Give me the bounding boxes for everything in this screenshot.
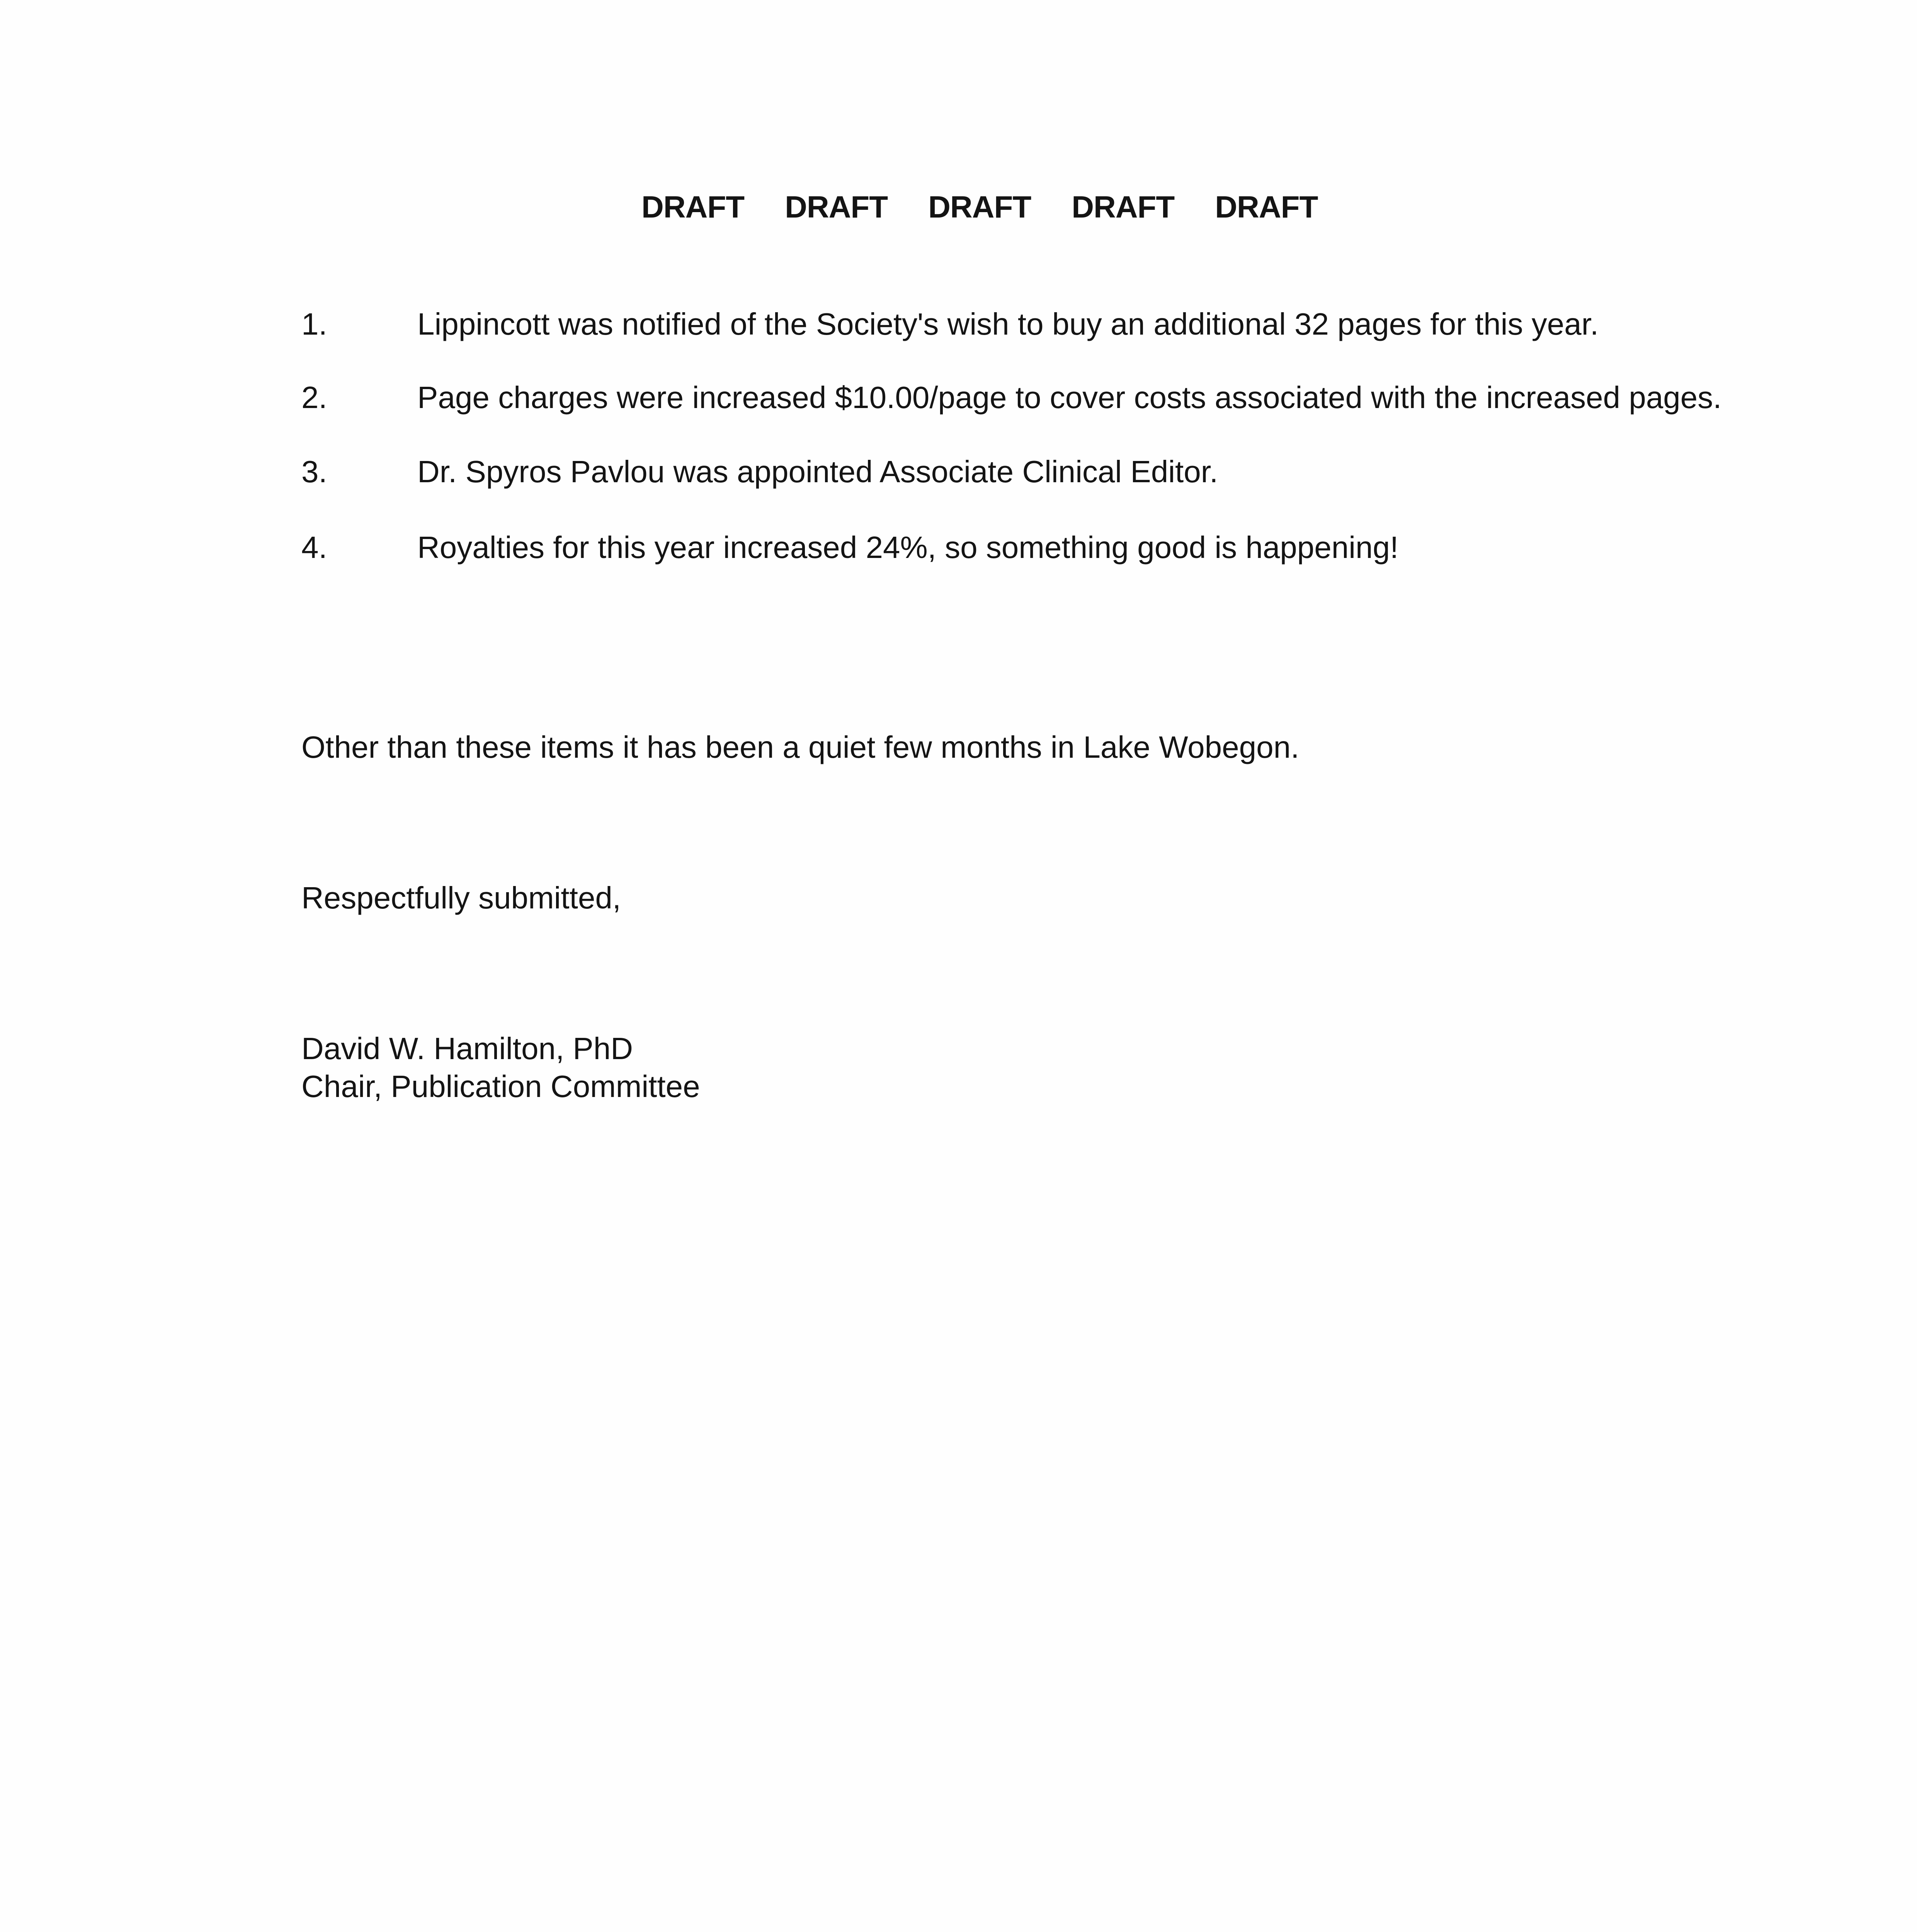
item-number: 4. [301,530,327,565]
item-text: Royalties for this year increased 24%, so something good is happening! [417,530,1399,565]
draft-mark: DRAFT [928,190,1031,224]
signature-block [301,1030,700,1105]
closing-paragraph: Other than these items it has been a quiet few months in Lake Wobegon. [301,730,1300,764]
draft-mark: DRAFT [1215,190,1318,224]
list-item [301,529,1731,566]
draft-mark: DRAFT [785,190,888,224]
item-number: 2. [301,380,327,415]
signoff: Respectfully submitted, [301,881,621,915]
signer-name: David W. Hamilton, PhD [301,1031,633,1066]
item-text: Page charges were increased $10.00/page to cover costs associated with the increased pages. [417,380,1722,415]
draft-mark: DRAFT [641,190,745,224]
item-text: Dr. Spyros Pavlou was appointed Associate Clinical Editor. [417,454,1218,489]
list-item [301,305,1731,343]
draft-mark: DRAFT [1072,190,1175,224]
numbered-list [301,305,1731,566]
item-number: 3. [301,454,327,489]
list-item [301,379,1731,417]
draft-header [641,189,1318,225]
item-text: Lippincott was notified of the Society's wish to buy an additional 32 pages for this year. [417,307,1599,341]
item-number: 1. [301,307,327,341]
list-item [301,453,1731,491]
signer-title: Chair, Publication Committee [301,1069,700,1104]
